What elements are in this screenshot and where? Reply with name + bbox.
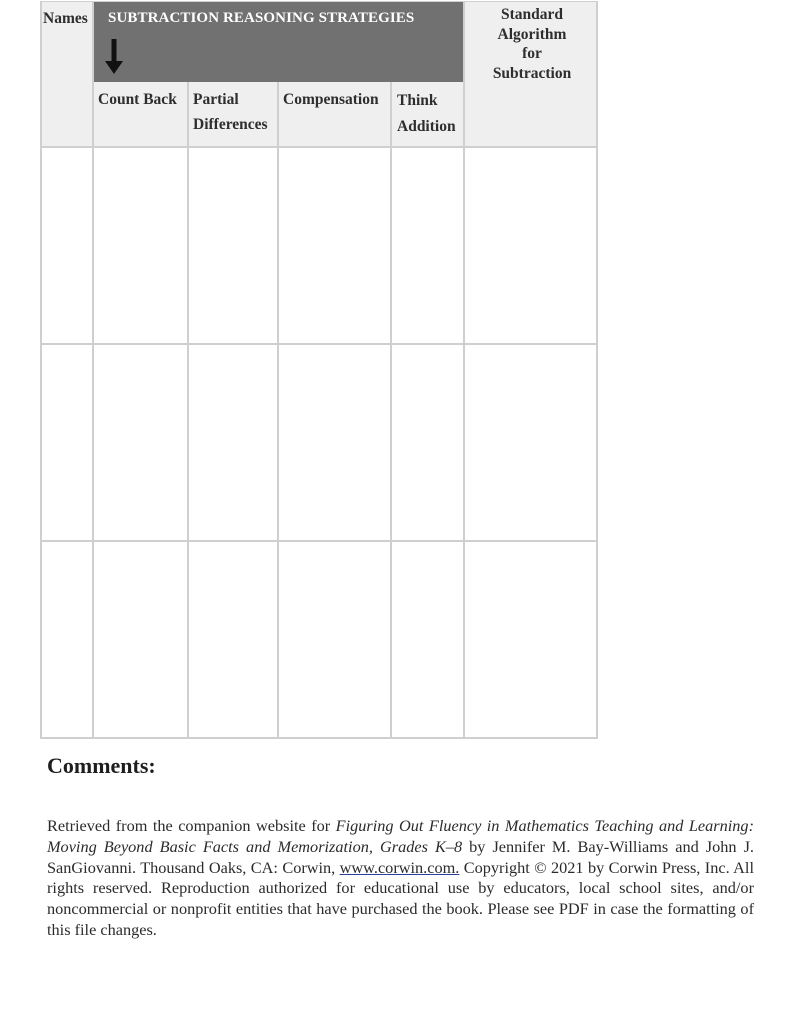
- credit-paragraph: [47, 816, 754, 941]
- standard-algorithm-line2: Algorithm: [497, 25, 567, 43]
- names-header: Names: [43, 10, 88, 27]
- strategies-table: [40, 1, 598, 739]
- think-addition-header-line2: Addition: [397, 118, 456, 135]
- credit-suffix: Copyright © 2021 by Corwin Press, Inc. All rights reserved. Reproduction authorized for educational use by educators, local school sites, and/or noncommercial or nonprofit entities that have purchased the book. Please see PDF in case the formatting of this file changes.: [47, 857, 754, 939]
- count-back-header: Count Back: [98, 91, 177, 108]
- compensation-header: Compensation: [283, 91, 379, 108]
- standard-algorithm-line4: Subtraction: [492, 64, 572, 82]
- strategies-header: SUBTRACTION REASONING STRATEGIES: [108, 10, 415, 26]
- credit-middle: by Jennifer M. Bay-Williams and John J. SanGiovanni. Thousand Oaks, CA: Corwin,: [47, 836, 754, 877]
- book-title: Figuring Out Fluency in Mathematics Teaching and Learning: Moving Beyond Basic Facts and Memorization, Grades K–8: [47, 816, 754, 856]
- partial-differences-header-line2: Differences: [193, 116, 268, 133]
- think-addition-header-line1: Think: [397, 92, 438, 109]
- partial-differences-header-line1: Partial: [193, 91, 239, 108]
- comments-label: Comments:: [47, 753, 156, 778]
- standard-algorithm-line3: for: [522, 45, 542, 62]
- standard-algorithm-line1: Standard: [500, 6, 564, 23]
- standard-algorithm-header: [466, 5, 598, 83]
- corwin-link[interactable]: www.corwin.com.: [339, 857, 460, 877]
- credit-prefix: Retrieved from the companion website for: [47, 816, 336, 835]
